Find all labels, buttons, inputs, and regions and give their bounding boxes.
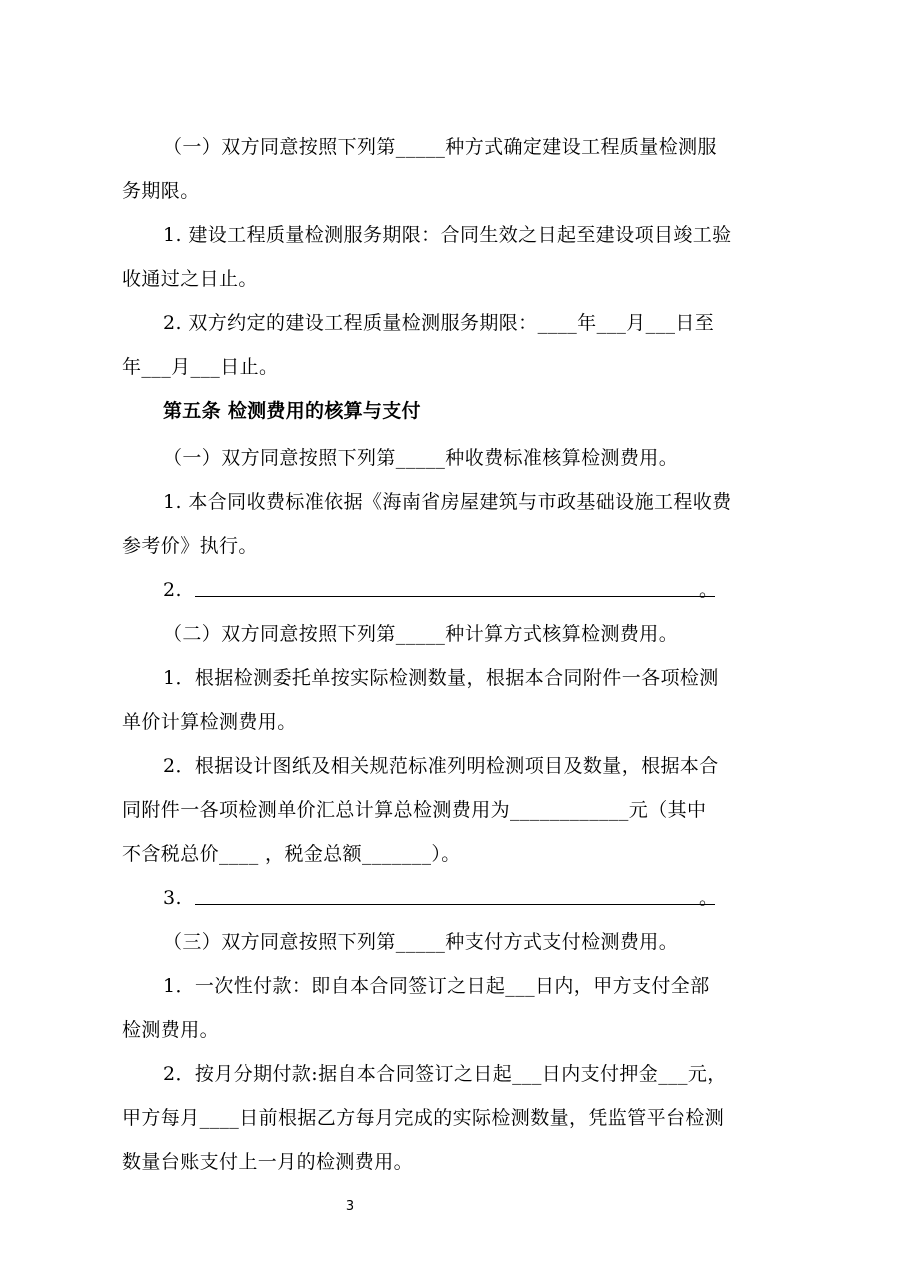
fill-in-blank-line: [195, 596, 715, 597]
paragraph-line: （一）双方同意按照下列第_____种收费标准核算检测费用。: [163, 447, 679, 469]
paragraph-line: 单价计算检测费用。: [122, 711, 297, 733]
paragraph-line: 务期限。: [122, 180, 200, 202]
paragraph-line: 2．根据设计图纸及相关规范标准列明检测项目及数量，根据本合: [163, 755, 719, 777]
paragraph-line: 甲方每月____日前根据乙方每月完成的实际检测数量，凭监管平台检测: [122, 1107, 725, 1129]
section-heading: 第五条 检测费用的核算与支付: [163, 400, 421, 422]
paragraph-line: 同附件一各项检测单价汇总计算总检测费用为____________元（其中: [122, 799, 707, 821]
blank-item-number: 3.: [163, 887, 182, 909]
paragraph-line: 1. 建设工程质量检测服务期限：合同生效之日起至建设项目竣工验: [163, 224, 732, 246]
page-number: 3: [345, 1199, 355, 1214]
paragraph-line: 检测费用。: [122, 1019, 220, 1041]
paragraph-line: 1．根据检测委托单按实际检测数量，根据本合同附件一各项检测: [163, 667, 719, 689]
paragraph-line: 2. 双方约定的建设工程质量检测服务期限：____年___月___日至: [163, 312, 715, 334]
end-mark: 。: [699, 887, 719, 909]
blank-item-number: 2.: [163, 579, 182, 601]
paragraph-line: 年___月___日止。: [122, 356, 279, 378]
paragraph-line: 不含税总价____ ，税金总额_______）。: [122, 843, 461, 865]
paragraph-line: 数量台账支付上一月的检测费用。: [122, 1151, 414, 1173]
paragraph-line: （二）双方同意按照下列第_____种计算方式核算检测费用。: [163, 623, 679, 645]
paragraph-line: 1．一次性付款：即自本合同签订之日起___日内，甲方支付全部: [163, 975, 710, 997]
paragraph-line: 2．按月分期付款:据自本合同签订之日起___日内支付押金___元，: [163, 1063, 727, 1085]
end-mark: 。: [699, 579, 719, 601]
fill-in-blank-line: [195, 904, 715, 905]
paragraph-line: 参考价》执行。: [122, 535, 258, 557]
paragraph-line: （三）双方同意按照下列第_____种支付方式支付检测费用。: [163, 931, 679, 953]
paragraph-line: 收通过之日止。: [122, 268, 258, 290]
paragraph-line: （一）双方同意按照下列第_____种方式确定建设工程质量检测服: [163, 136, 717, 158]
paragraph-line: 1. 本合同收费标准依据《海南省房屋建筑与市政基础设施工程收费: [163, 491, 732, 513]
